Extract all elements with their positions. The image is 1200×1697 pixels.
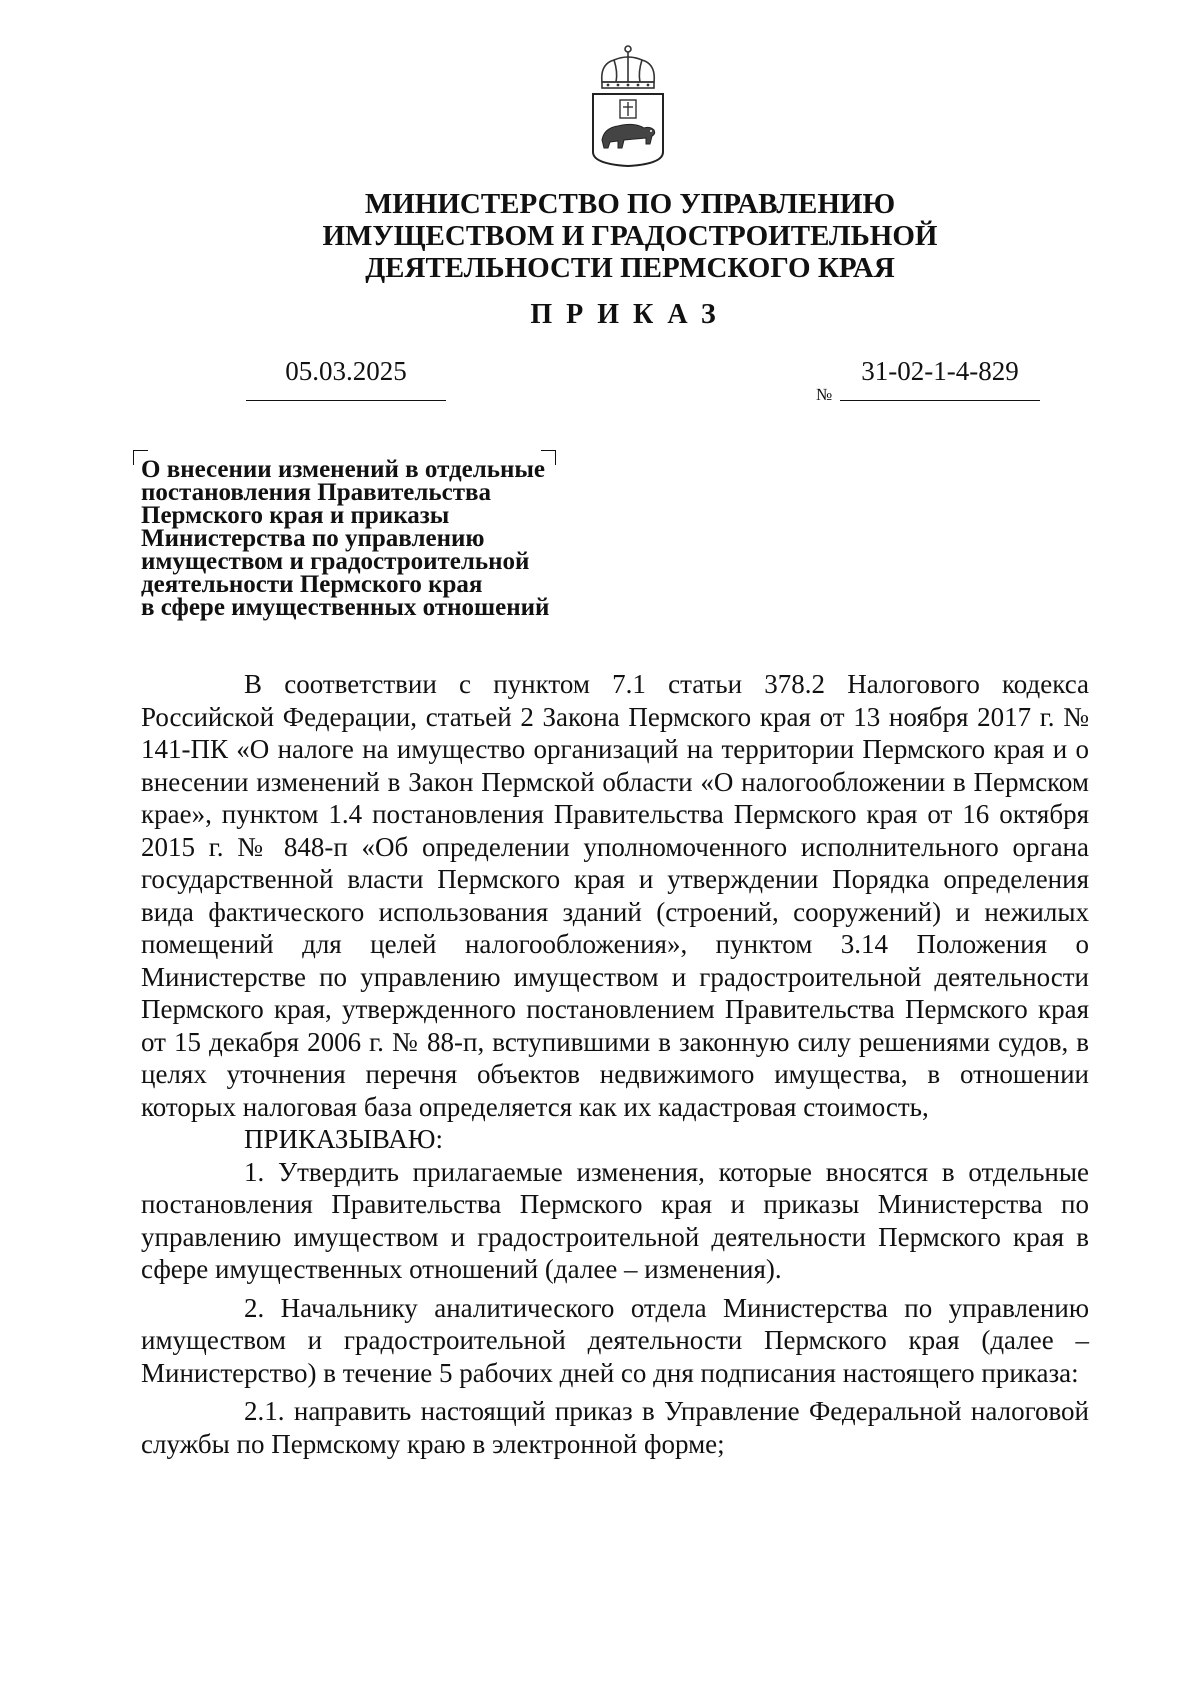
subject-line: имуществом и градостроительной xyxy=(141,548,530,575)
number-sign: № xyxy=(816,385,833,404)
date-underline xyxy=(246,400,446,401)
document-body xyxy=(141,668,1089,1460)
subject-line: деятельности Пермского края xyxy=(141,571,483,598)
subject-line: постановления Правительства xyxy=(141,479,491,506)
subject-line: О внесении изменений в отдельные xyxy=(141,456,546,483)
ministry-name-line: ДЕЯТЕЛЬНОСТИ ПЕРМСКОГО КРАЯ xyxy=(365,252,895,284)
subject-line: Пермского края и приказы xyxy=(141,502,450,529)
document-date: 05.03.2025 xyxy=(285,356,407,386)
item-2-1-paragraph: 2.1. направить настоящий приказ в Управление Федеральной налоговой службы по Пермскому краю в электронной форме; xyxy=(141,1396,1089,1459)
document-number: 31-02-1-4-829 xyxy=(861,356,1019,386)
item-1-paragraph: 1. Утвердить прилагаемые изменения, которые вносятся в отдельные постановления Правительства Пермского края и приказы Министерства по управлению имуществом и градостроительной деятельности Пермского края в сфере имущественных отношений (далее – изменения). xyxy=(141,1156,1089,1284)
order-word: ПРИКАЗЫВАЮ: xyxy=(244,1124,443,1154)
ministry-name-line: ИМУЩЕСТВОМ И ГРАДОСТРОИТЕЛЬНОЙ xyxy=(322,220,938,252)
ministry-name-line: МИНИСТЕРСТВО ПО УПРАВЛЕНИЮ xyxy=(364,188,896,220)
document-type-title: ПРИКАЗ xyxy=(530,299,730,330)
ministry-name xyxy=(200,188,1060,284)
number-underline xyxy=(840,400,1040,401)
subject-line: Министерства по управлению xyxy=(141,525,485,552)
preamble-paragraph: В соответствии с пунктом 7.1 статьи 378.2 Налогового кодекса Российской Федерации, статьей 2 Закона Пермского края от 13 ноября 2017 г. № 141-ПК «О налоге на имущество организаций на территории Пермского края и о внесении изменений в Закон Пермской области «О налогообложении в Пермском крае», пунктом 1.4 постановления Правительства Пермского края от 16 октября 2015 г. № 848-п «Об определении уполномоченного исполнительного органа государственной власти Пермского края и утверждении Порядка определения вида фактического использования зданий (строений, сооружений) и нежилых помещений для целей налогообложения», пунктом 3.14 Положения о Министерстве по управлению имуществом и градостроительной деятельности Пермского края, утвержденного постановлением Правительства Пермского края от 15 декабря 2006 г. № 88-п, вступившими в законную силу решениями судов, в целях уточнения перечня объектов недвижимого имущества, в отношении которых налоговая база определяется как их кадастровая стоимость, xyxy=(141,669,1089,1122)
item-2-paragraph: 2. Начальнику аналитического отдела Министерства по управлению имуществом и градостроительной деятельности Пермского края (далее – Министерство) в течение 5 рабочих дней со дня подписания настоящего приказа: xyxy=(141,1292,1089,1388)
coat-of-arms-emblem xyxy=(588,44,668,168)
document-subject xyxy=(141,458,621,619)
subject-line: в сфере имущественных отношений xyxy=(141,594,550,621)
